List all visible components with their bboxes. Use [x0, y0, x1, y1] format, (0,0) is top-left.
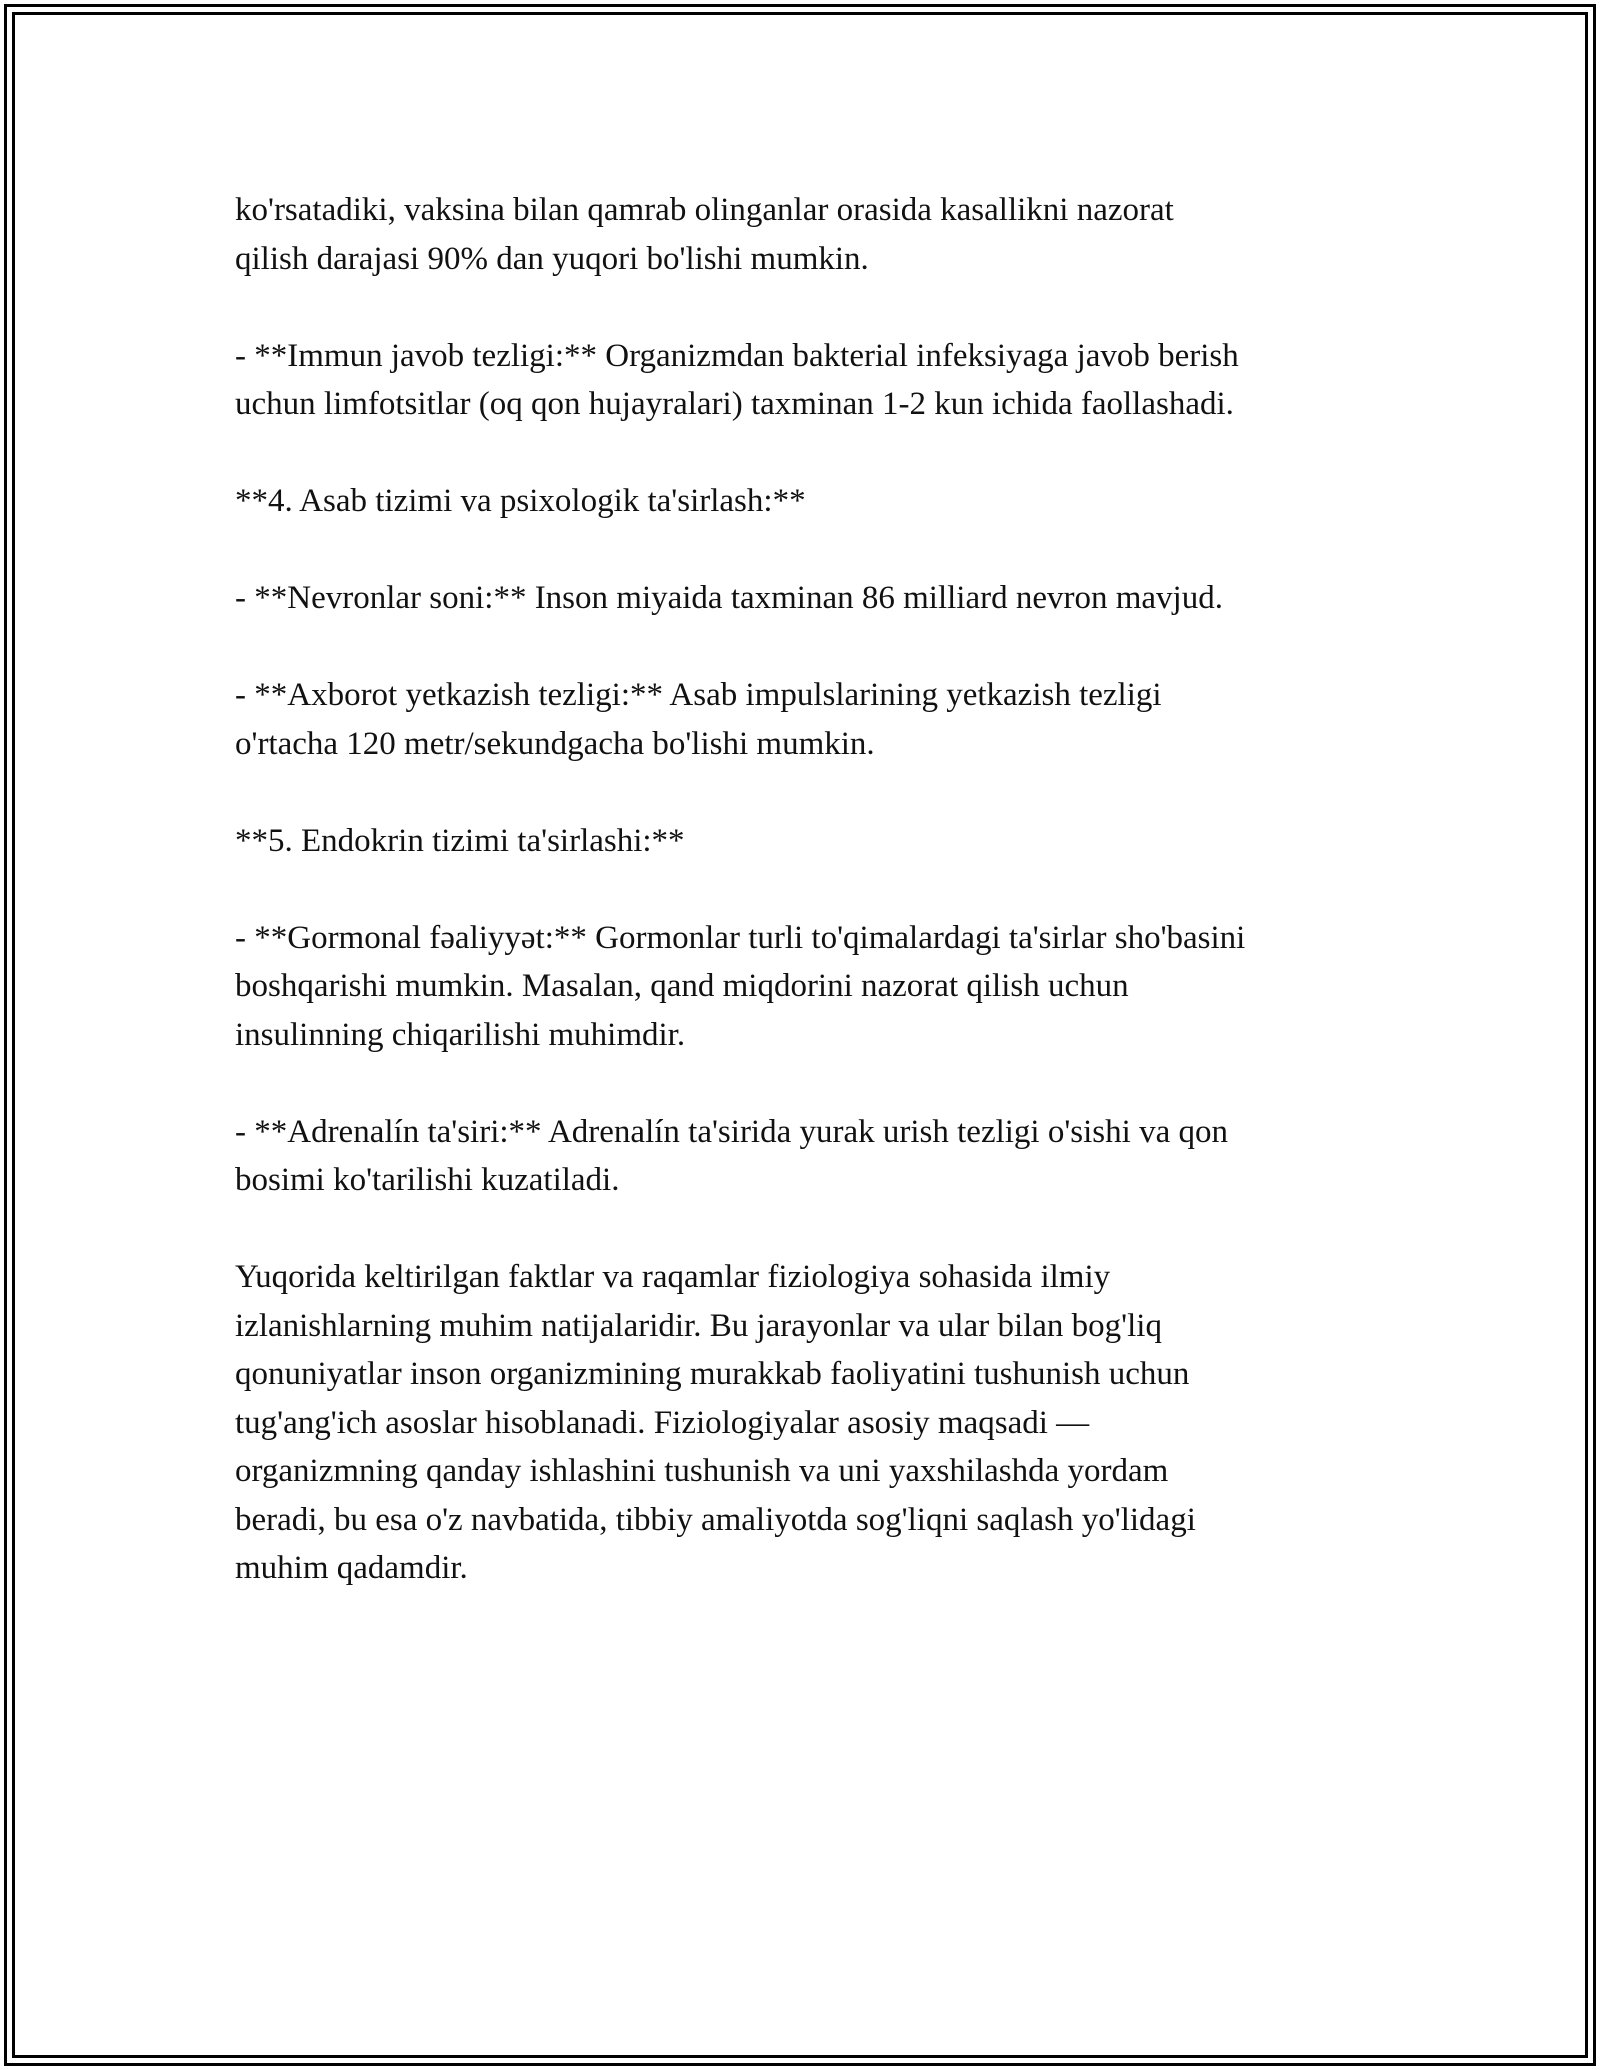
- paragraph-conclusion: Yuqorida keltirilgan faktlar va raqamlar fiziologiya sohasida ilmiy izlanishlarning muhim natijalaridir. Bu jarayonlar va ular bilan bog'liq qonuniyatlar inson organizmining murakkab faoliyatini tushunish uchun tug'ang'ich asoslar hisoblanadi. Fiziologiyalar asosiy maqsadi — organizmning qanday ishlashini tushunish va uni yaxshilashda yordam beradi, bu esa o'z navbatida, tibbiy amaliyotda sog'liqni saqlash yo'lidagi muhim qadamdir.: [235, 1259, 1196, 1586]
- paragraph-vaccine-control: ko'rsatadiki, vaksina bilan qamrab olinganlar orasida kasallikni nazorat qilish darajasi 90% dan yuqori bo'lishi mumkin.: [235, 192, 1174, 277]
- paragraph-neuron-count: - **Nevronlar soni:** Inson miyaida taxminan 86 milliard nevron mavjud.: [235, 580, 1223, 616]
- paragraph-immune-response: - **Immun javob tezligi:** Organizmdan bakterial infeksiyaga javob berish uchun limfotsitlar (oq qon hujayralari) taxminan 1-2 kun ichida faollashadi.: [235, 337, 1239, 422]
- paragraph-adrenaline: - **Adrenalín ta'siri:** Adrenalín ta'sirida yurak urish tezligi o'sishi va qon bosimi ko'tarilishi kuzatiladi.: [235, 1113, 1228, 1198]
- paragraph-hormonal-activity: - **Gormonal fəaliyyət:** Gormonlar turli to'qimalardagi ta'sirlar sho'basini boshqarishi mumkin. Masalan, qand miqdorini nazorat qilish uchun insulinning chiqarilishi muhimdir.: [235, 919, 1246, 1053]
- heading-nervous-system: **4. Asab tizimi va psixologik ta'sirlash:**: [235, 483, 806, 519]
- paragraph-impulse-speed: - **Axborot yetkazish tezligi:** Asab impulslarining yetkazish tezligi o'rtacha 120 metr/sekundgacha bo'lishi mumkin.: [235, 677, 1162, 762]
- heading-endocrine-system: **5. Endokrin tizimi ta'sirlashi:**: [235, 822, 685, 859]
- document-body: [235, 186, 1385, 1641]
